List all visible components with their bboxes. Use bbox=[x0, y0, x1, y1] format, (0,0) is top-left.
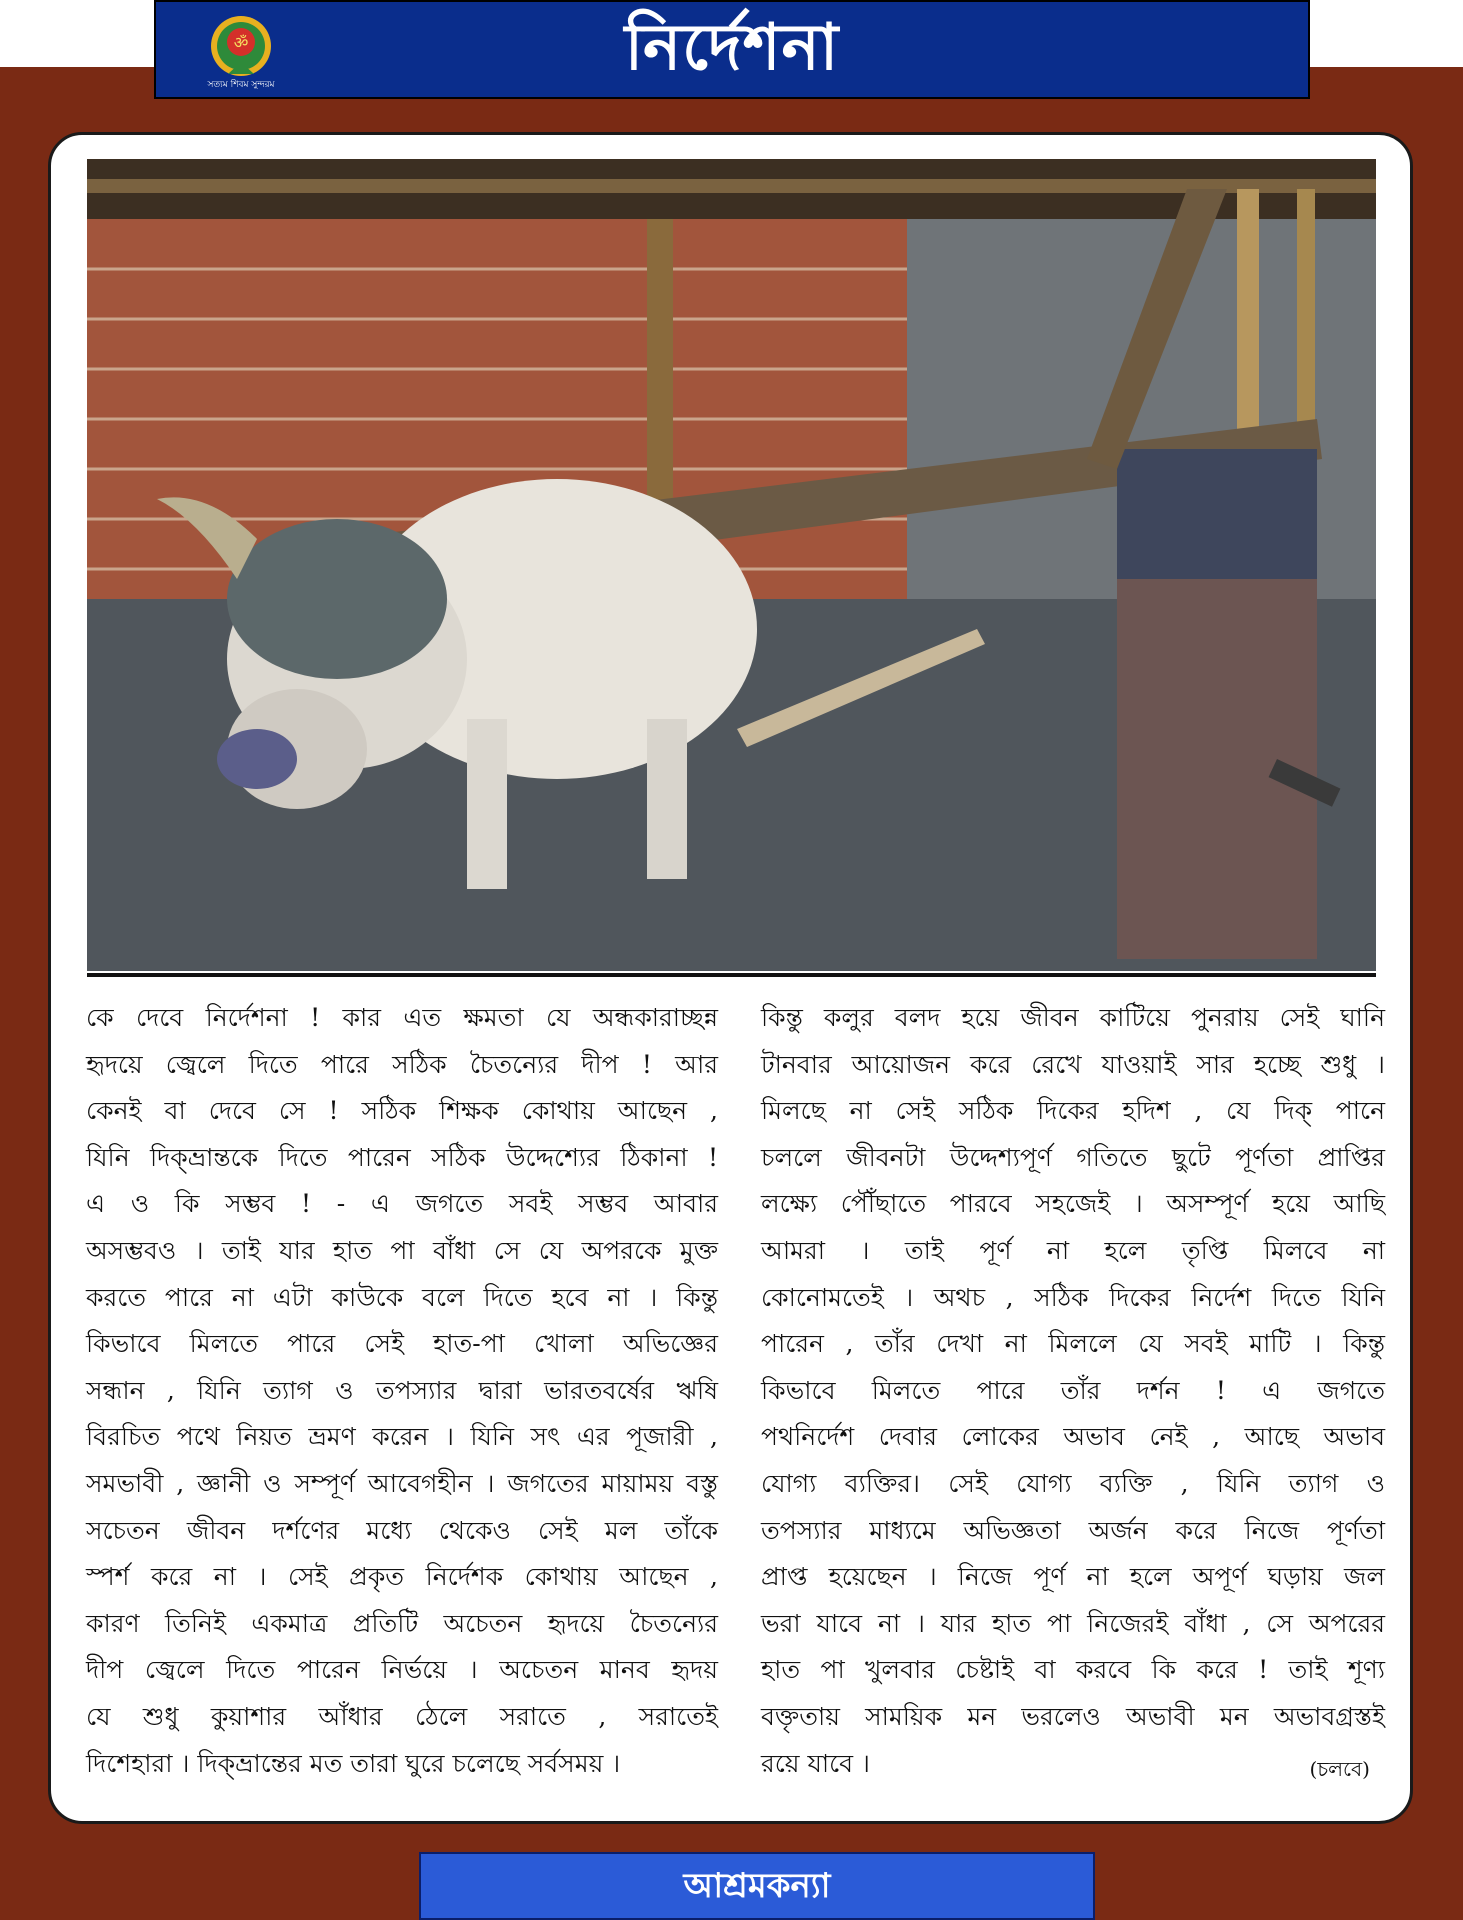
header-banner bbox=[154, 0, 1310, 99]
footer-banner bbox=[419, 1852, 1095, 1920]
article-line: সমভাবী , জ্ঞানী ও সম্পূর্ণ আবেগহীন । জগতের মায়াময় বস্তু bbox=[86, 1468, 718, 1498]
article-column-left bbox=[86, 995, 718, 1787]
content-panel bbox=[48, 132, 1413, 1824]
article-line: ভরা যাবে না । যার হাত পা নিজেরই বাঁধা , সে অপরের bbox=[761, 1608, 1385, 1638]
article-line: টানবার আয়োজন করে রেখে যাওয়াই সার হচ্ছে শুধু । bbox=[761, 1049, 1385, 1079]
article-line: করতে পারে না এটা কাউকে বলে দিতে হবে না । কিন্তু bbox=[86, 1282, 718, 1312]
page-title: নির্দেশনা bbox=[624, 11, 840, 85]
article-line: হৃদয়ে জ্বেলে দিতে পারে সঠিক চৈতন্যের দীপ ! আর bbox=[86, 1049, 718, 1079]
article-line: রয়ে যাবে । bbox=[761, 1748, 870, 1778]
article-line: দীপ জ্বেলে দিতে পারেন নির্ভয়ে । অচেতন মানব হৃদয় bbox=[86, 1655, 718, 1685]
article-line: হাত পা খুলবার চেষ্টাই বা করবে কি করে ! তাই শূণ্য bbox=[761, 1655, 1385, 1685]
article-line: সন্ধান , যিনি ত্যাগ ও তপস্যার দ্বারা ভারতবর্ষের ঋষি bbox=[86, 1375, 718, 1405]
article-line: কে দেবে নির্দেশনা ! কার এত ক্ষমতা যে অন্ধকারাচ্ছন্ন bbox=[86, 1003, 718, 1032]
footer-title: আশ্রমকন্যা bbox=[683, 1866, 831, 1906]
bullock-oil-mill-photo bbox=[87, 159, 1376, 971]
article-line: কিভাবে মিলতে পারে তাঁর দর্শন ! এ জগতে bbox=[761, 1375, 1385, 1405]
article-line: যিনি দিক্‌ভ্রান্তকে দিতে পারেন সঠিক উদ্দেশ্যের ঠিকানা ! bbox=[86, 1142, 718, 1172]
logo-caption: সত্যম শিবম সুন্দরম bbox=[207, 80, 275, 90]
article-line: পথনির্দেশ দেবার লোকের অভাব নেই , আছে অভাব bbox=[761, 1422, 1385, 1452]
article-line: কেনই বা দেবে সে ! সঠিক শিক্ষক কোথায় আছেন , bbox=[86, 1096, 718, 1126]
svg-text:ॐ: ॐ bbox=[233, 33, 249, 52]
article-line: অসম্ভবও । তাই যার হাত পা বাঁধা সে যে অপরকে মুক্ত bbox=[86, 1235, 718, 1265]
article-line: তপস্যার মাধ্যমে অভিজ্ঞতা অর্জন করে নিজে পূর্ণতা bbox=[761, 1515, 1385, 1545]
article-line: দিশেহারা । দিক্‌ভ্রান্তের মত তারা ঘুরে চলেছে সর্বসময় । bbox=[86, 1748, 621, 1778]
article-line: যে শুধু কুয়াশার আঁধার ঠেলে সরাতে , সরাতেই bbox=[86, 1701, 718, 1731]
article-line: বিরচিত পথে নিয়ত ভ্রমণ করেন । যিনি সৎ এর পূজারী , bbox=[86, 1422, 718, 1452]
article-line: লক্ষ্যে পৌঁছাতে পারবে সহজেই । অসম্পূর্ণ হয়ে আছি bbox=[761, 1189, 1385, 1219]
photo-divider bbox=[87, 973, 1376, 977]
article-line: কিন্তু কলুর বলদ হয়ে জীবন কাটিয়ে পুনরায় সেই ঘানি bbox=[761, 1003, 1385, 1032]
article-line: চললে জীবনটা উদ্দেশ্যপূর্ণ গতিতে ছুটে পূর্ণতা প্রাপ্তির bbox=[761, 1142, 1385, 1172]
article-line: আমরা । তাই পূর্ণ না হলে তৃপ্তি মিলবে না bbox=[761, 1235, 1385, 1265]
article-line: সচেতন জীবন দর্শণের মধ্যে থেকেও সেই মল তাঁকে bbox=[86, 1515, 718, 1545]
article-line: স্পর্শ করে না । সেই প্রকৃত নির্দেশক কোথায় আছেন , bbox=[86, 1562, 718, 1592]
article-line: কোনোমতেই । অথচ , সঠিক দিকের নির্দেশ দিতে যিনি bbox=[761, 1282, 1385, 1312]
article-line: প্রাপ্ত হয়েছেন । নিজে পূর্ণ না হলে অপূর্ণ ঘড়ায় জল bbox=[761, 1562, 1385, 1592]
article-line: মিলছে না সেই সঠিক দিকের হদিশ , যে দিক্‌ পানে bbox=[761, 1096, 1385, 1126]
article-line: কিভাবে মিলতে পারে সেই হাত-পা খোলা অভিজ্ঞের bbox=[86, 1329, 718, 1359]
article-line: পারেন , তাঁর দেখা না মিললে যে সবই মাটি । কিন্তু bbox=[761, 1329, 1385, 1359]
article-line: এ ও কি সম্ভব ! - এ জগতে সবই সম্ভব আবার bbox=[86, 1189, 718, 1219]
article-column-right bbox=[761, 995, 1385, 1787]
continued-label: (চলবে) bbox=[1309, 1757, 1370, 1781]
article-line: বক্তৃতায় সাময়িক মন ভরলেও অভাবী মন অভাবগ্রস্তই bbox=[761, 1701, 1385, 1731]
article-line: কারণ তিনিই একমাত্র প্রতিটি অচেতন হৃদয়ে চৈতন্যের bbox=[86, 1608, 718, 1638]
article-line: যোগ্য ব্যক্তির। সেই যোগ্য ব্যক্তি , যিনি ত্যাগ ও bbox=[761, 1468, 1385, 1498]
